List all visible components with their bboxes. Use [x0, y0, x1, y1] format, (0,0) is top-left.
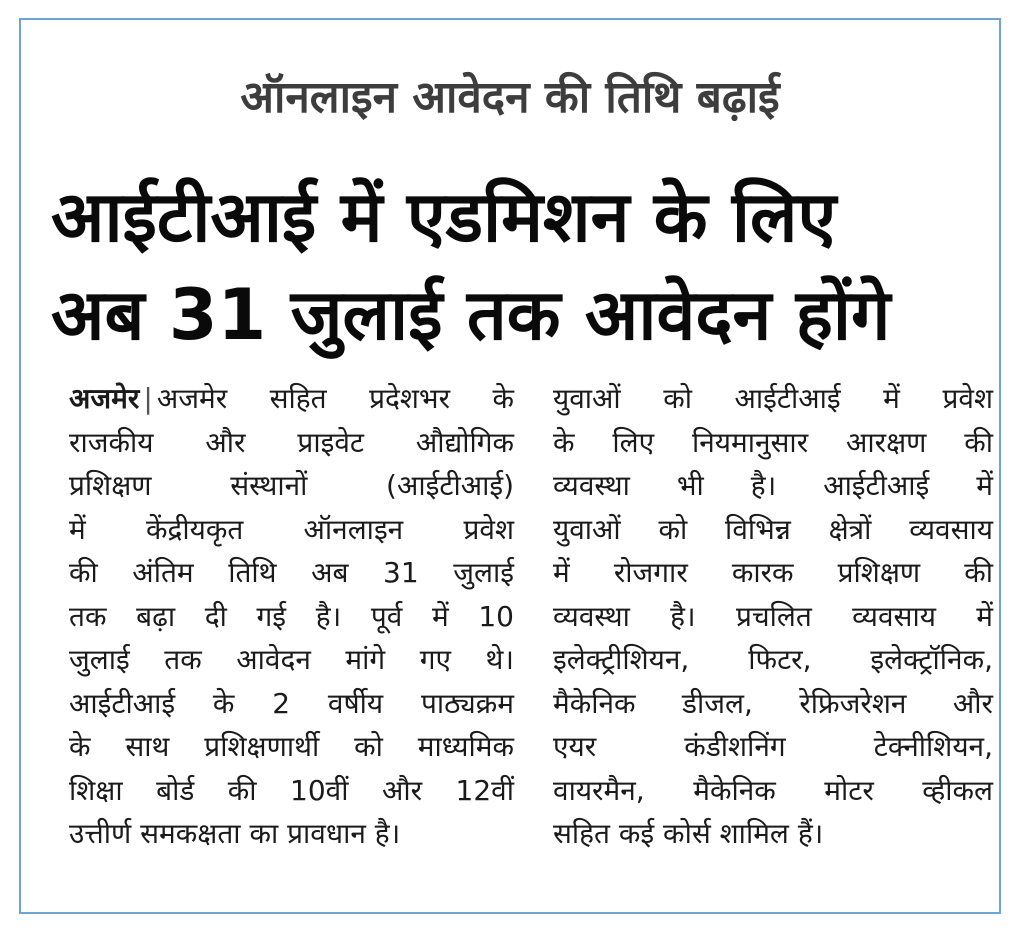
- body-line: तक बढ़ा दी गई है। पूर्व में 10: [69, 599, 514, 633]
- body-line: व्यवस्था भी है। आईटीआई में: [553, 469, 993, 502]
- body-line: एयर कंडीशनिंग टेक्नीशियन,: [553, 730, 993, 763]
- body-line: इलेक्ट्रीशियन, फिटर, इलेक्ट्रॉनिक,: [553, 643, 993, 676]
- body-line: वायरमैन, मैकेनिक मोटर व्हीकल: [553, 773, 993, 807]
- headline-line-2: अब 31 जुलाई तक आवेदन होंगे: [51, 274, 891, 356]
- body-line: शिक्षा बोर्ड की 10वीं और 12वीं: [69, 773, 514, 807]
- news-clipping-frame: [19, 18, 1001, 914]
- body-line-text: अजमेर सहित प्रदेशभर के: [156, 382, 514, 415]
- body-line: के लिए नियमानुसार आरक्षण की: [553, 425, 993, 459]
- body-line: की अंतिम तिथि अब 31 जुलाई: [69, 556, 514, 589]
- body-line: सहित कई कोर्स शामिल हैं।: [553, 817, 824, 850]
- body-line: उत्तीर्ण समकक्षता का प्रावधान है।: [69, 817, 401, 850]
- dateline-separator: |: [143, 382, 153, 415]
- body-line: जुलाई तक आवेदन मांगे गए थे।: [69, 643, 514, 676]
- article-kicker: ऑनलाइन आवेदन की तिथि बढ़ाई: [240, 72, 780, 123]
- article-headline: [51, 168, 1015, 364]
- body-line: आईटीआई के 2 वर्षीय पाठ्यक्रम: [69, 686, 514, 720]
- body-line: [69, 377, 514, 421]
- dateline: अजमेर: [69, 382, 140, 415]
- body-line: मैकेनिक डीजल, रेफ्रिजरेशन और: [553, 686, 993, 720]
- body-line: के साथ प्रशिक्षणार्थी को माध्यमिक: [69, 730, 514, 763]
- body-line: प्रशिक्षण संस्थानों (आईटीआई): [69, 469, 514, 502]
- body-line: व्यवस्था है। प्रचलित व्यवसाय में: [553, 599, 993, 633]
- headline-line-1: आईटीआई में एडमिशन के लिए: [51, 176, 837, 258]
- body-line: युवाओं को विभिन्न क्षेत्रों व्यवसाय: [553, 512, 993, 546]
- body-line: में केंद्रीयकृत ऑनलाइन प्रवेश: [69, 512, 514, 546]
- body-line: युवाओं को आईटीआई में प्रवेश: [553, 382, 993, 415]
- article-body-right-column: [553, 377, 993, 856]
- body-line: राजकीय और प्राइवेट औद्योगिक: [69, 425, 514, 459]
- article-body-left-column: [69, 377, 514, 856]
- body-line: में रोजगार कारक प्रशिक्षण की: [553, 556, 993, 589]
